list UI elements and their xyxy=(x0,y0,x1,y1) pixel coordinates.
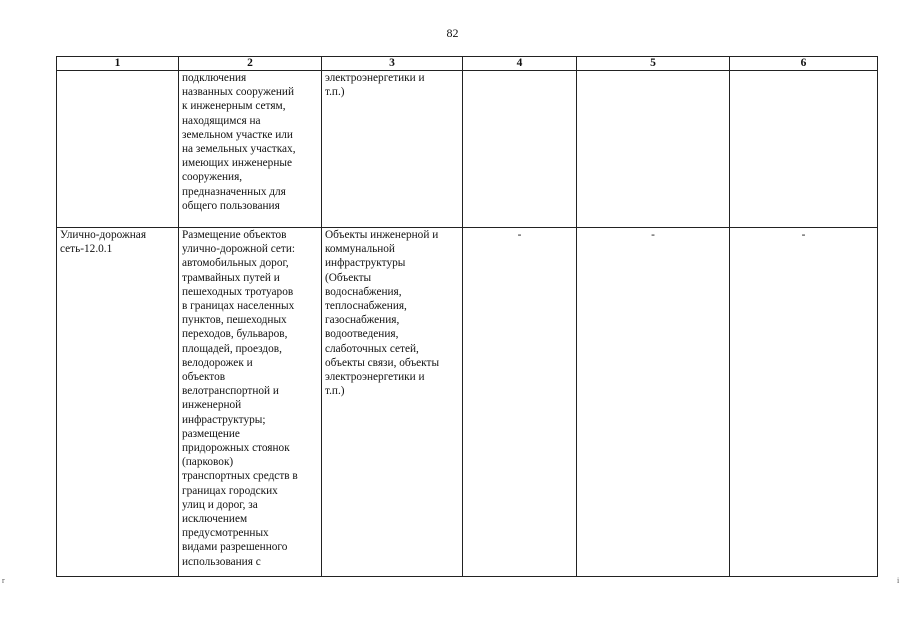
cell-col-6 xyxy=(730,228,878,577)
cell-text: - xyxy=(651,229,655,241)
cell-text: Объекты инженерной и коммунальной инфраструктуры (Объекты водоснабжения, теплоснабжения, газоснабжения, водоотведения, слаботочных сетей, объекты связи, объекты электроэнергетики и т.п.) xyxy=(325,229,440,398)
cell-col-5 xyxy=(577,228,730,577)
cell-text: - xyxy=(517,229,522,241)
cell-text: Размещение объектов улично-дорожной сети: автомобильных дорог, трамвайных путей и пешеходных тротуаров в границах населенных пунктов, пешеходных переходов, бульваров, площадей, проездов, велодорожек и объектов велотранспортной и инженерной инфраструктуры; размещение придорожных стоянок (парковок) транспортных средств в границах городских улиц и дорог, за исключением предусмотренных видами разрешенного использования с xyxy=(182,229,298,568)
cell-text: подключения названных сооружений к инженерным сетям, находящимся на земельном участке или на земельных участках, имеющих инженерные сооружения, предназначенных для общего пользования xyxy=(182,72,296,212)
cell-col-5 xyxy=(577,71,730,228)
header-col-3: 3 xyxy=(322,57,463,71)
cell-text: электроэнергетики и т.п.) xyxy=(325,72,425,99)
cell-description xyxy=(179,228,322,577)
cell-auxiliary-use xyxy=(322,228,463,577)
cell-text: Улично-дорожная сеть-12.0.1 xyxy=(60,229,147,256)
table-row xyxy=(57,228,878,577)
table-row xyxy=(57,71,878,228)
cell-land-use-name xyxy=(57,228,179,577)
margin-mark-left: r xyxy=(2,576,5,585)
table-header-row xyxy=(57,57,878,71)
header-col-6: 6 xyxy=(730,57,878,71)
cell-text: - xyxy=(801,229,806,241)
header-col-4: 4 xyxy=(463,57,577,71)
cell-col-6 xyxy=(730,71,878,228)
land-use-table xyxy=(56,56,878,577)
cell-col-4 xyxy=(463,71,577,228)
cell-description xyxy=(179,71,322,228)
header-col-5: 5 xyxy=(577,57,730,71)
cell-land-use-name xyxy=(57,71,179,228)
page-number: 82 xyxy=(446,26,459,40)
cell-col-4 xyxy=(463,228,577,577)
margin-mark-right: i xyxy=(897,576,900,585)
header-col-1: 1 xyxy=(57,57,179,71)
cell-auxiliary-use xyxy=(322,71,463,228)
header-col-2: 2 xyxy=(179,57,322,71)
